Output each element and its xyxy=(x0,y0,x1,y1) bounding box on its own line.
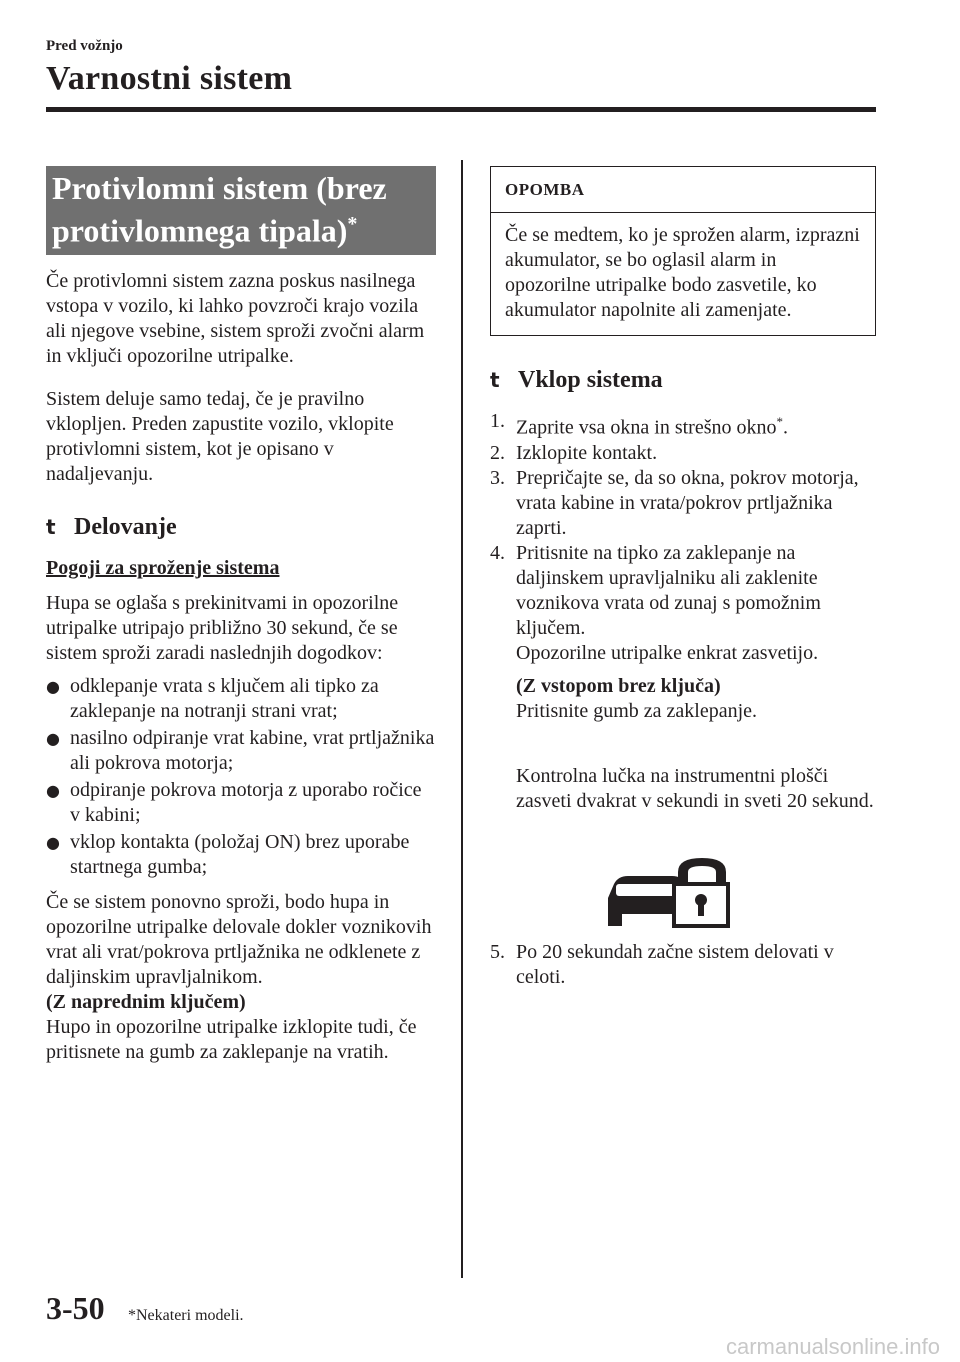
note-text: Če se medtem, ko je sprožen alarm, izprazni akumulator, se bo oglasil alarm in opozorilne utripalke bodo zasvetile, ko akumulator napolnite ali zamenjate. xyxy=(505,224,860,321)
list-item: ● vklop kontakta (položaj ON) brez uporabe startnega gumba; xyxy=(46,830,410,878)
note-box xyxy=(490,166,876,336)
subheading-text: Delovanje xyxy=(74,513,177,540)
section-title-line2: protivlomnega tipala) xyxy=(52,212,348,249)
right-column xyxy=(476,166,876,990)
keyless-text: Pritisnite gumb za zaklepanje. xyxy=(516,699,758,722)
list-item: 1. Zaprite vsa okna in strešno okno*. xyxy=(490,410,788,439)
list-item: 3. Prepričajte se, da so okna, pokrov motorja, vrata kabine in vrata/pokrov prtljažnika zaprti. xyxy=(490,466,859,539)
footnote-mark: * xyxy=(776,414,783,429)
watermark: carmanualsonline.info xyxy=(725,1334,940,1359)
footnote: *Nekateri modeli. xyxy=(128,1307,244,1324)
steps-list xyxy=(476,409,876,641)
conditions-list xyxy=(46,674,436,880)
footnote-mark: * xyxy=(347,213,358,235)
security-indicator-icon xyxy=(602,854,732,928)
subheading-marker: t xyxy=(46,514,56,539)
section-title xyxy=(46,166,436,255)
list-item: 5. Po 20 sekundah začne sistem delovati v celoti. xyxy=(490,940,834,988)
subheading-vklop xyxy=(476,368,876,393)
header-rule xyxy=(46,107,876,112)
conditions-heading: Pogoji za sproženje sistema xyxy=(46,556,280,579)
list-item: 4. Pritisnite na tipko za zaklepanje na daljinskem upravljalniku ali zaklenite voznikova vrata od zunaj s pomožnim ključem. xyxy=(490,541,821,639)
subheading-marker: t xyxy=(490,368,500,392)
list-item: 2. Izklopite kontakt. xyxy=(490,441,658,464)
advanced-key-label: (Z naprednim ključem) xyxy=(46,990,246,1013)
intro-paragraph-2: Sistem deluje samo tedaj, če je pravilno vklopljen. Preden zapustite vozilo, vklopite protivlomni sistem, kot je opisano v nadaljevanju. xyxy=(46,387,394,485)
subheading-delovanje xyxy=(46,515,436,540)
retrigger-paragraph: Če se sistem ponovno sproži, bodo hupa in opozorilne utripalke delovale dokler voznikovih vrat ali vrat/pokrova prtljažnika ne odklenete z daljinskim upravljalnikom. xyxy=(46,890,432,988)
list-item: ● nasilno odpiranje vrat kabine, vrat prtljažnika ali pokrova motorja; xyxy=(46,726,435,774)
subheading-text: Vklop sistema xyxy=(518,367,663,393)
step4-extra: Opozorilne utripalke enkrat zasvetijo. xyxy=(516,641,819,664)
intro-paragraph: Če protivlomni sistem zazna poskus nasilnega vstopa v vozilo, ki lahko povzroči krajo vozila ali njegove vsebine, sistem sproži zvočni alarm in vključi opozorilne utripalke. xyxy=(46,269,425,367)
keyless-label: (Z vstopom brez ključa) xyxy=(516,674,721,697)
steps-list-2 xyxy=(476,940,876,990)
bullet-icon: ● xyxy=(46,728,60,748)
column-divider xyxy=(461,160,463,1278)
advanced-key-text: Hupo in opozorilne utripalke izklopite tudi, če pritisnete na gumb za zaklepanje na vratih. xyxy=(46,1015,417,1063)
page-number: 3-50 xyxy=(46,1290,105,1326)
running-header: Pred vožnjo xyxy=(46,38,123,54)
section-title-line1: Protivlomni sistem (brez xyxy=(52,170,387,206)
list-item: ● odklepanje vrata s ključem ali tipko za zaklepanje na notranji strani vrat; xyxy=(46,674,379,722)
left-column xyxy=(46,166,436,1065)
indicator-text: Kontrolna lučka na instrumentni plošči zasveti dvakrat v sekundi in sveti 20 sekund. xyxy=(516,764,874,812)
list-item: ● odpiranje pokrova motorja z uporabo ročice v kabini; xyxy=(46,778,422,826)
conditions-text: Hupa se oglaša s prekinitvami in opozorilne utripalke utripajo približno 30 sekund, če se sistem sproži zaradi naslednjih dogodkov: xyxy=(46,591,399,664)
bullet-icon: ● xyxy=(46,780,60,800)
page-title: Varnostni sistem xyxy=(46,60,293,97)
bullet-icon: ● xyxy=(46,832,60,852)
bullet-icon: ● xyxy=(46,676,60,696)
note-title: OPOMBA xyxy=(491,167,875,213)
